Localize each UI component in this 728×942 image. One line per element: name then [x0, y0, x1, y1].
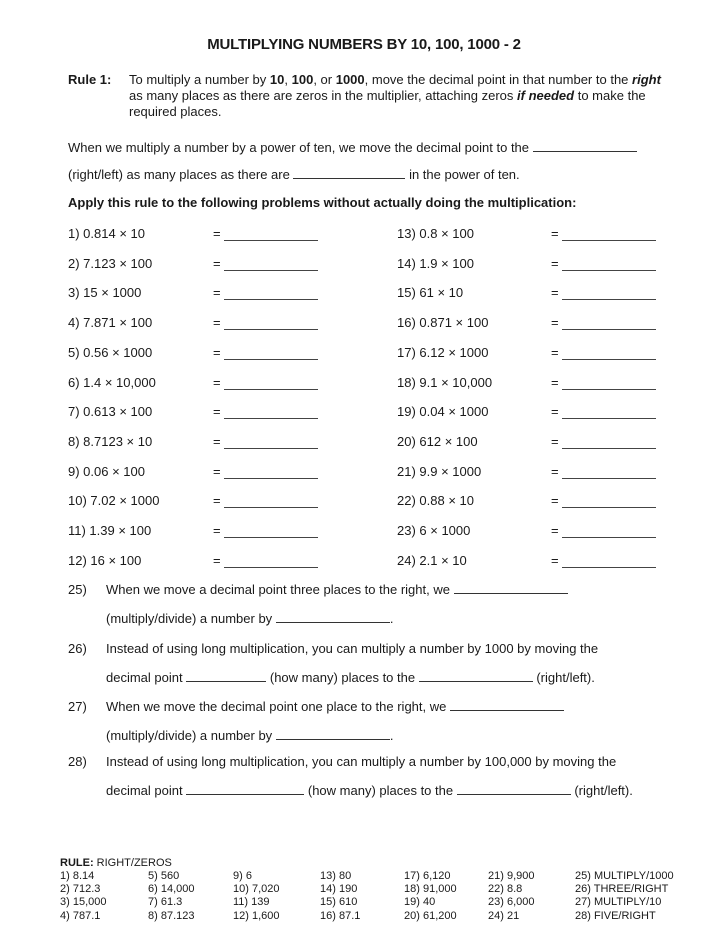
problem-text: 16) 0.871 × 100: [397, 315, 489, 331]
answer-key-item: 21) 9,900: [488, 870, 535, 882]
answer-key-item: 28) FIVE/RIGHT: [575, 909, 656, 922]
answer-key-item: 9) 6: [233, 870, 252, 882]
equals-sign: =: [551, 493, 559, 509]
equals-sign: =: [213, 344, 221, 360]
answer-blank[interactable]: [562, 537, 656, 538]
answer-key-item: 16) 87.1: [320, 909, 361, 922]
answer-key-item: 3) 15,000: [60, 896, 107, 909]
answer-key-item: 11) 139: [233, 896, 270, 909]
answer-blank[interactable]: [186, 793, 304, 795]
answer-key-item: 26) THREE/RIGHT: [575, 883, 669, 896]
question-line-2: decimal point (how many) places to the (right/left).: [106, 670, 595, 685]
answer-blank[interactable]: [224, 418, 318, 419]
answer-blank[interactable]: [562, 478, 656, 479]
answer-blank[interactable]: [562, 567, 656, 568]
answer-key-item: 1) 8.14: [60, 870, 95, 882]
equals-sign: =: [213, 374, 221, 390]
problem-text: 12) 16 × 100: [68, 552, 142, 568]
answer-blank[interactable]: [224, 507, 318, 508]
answer-blank[interactable]: [562, 507, 656, 508]
question-line-1: When we move a decimal point three places to the right, we: [106, 582, 568, 597]
answer-blank[interactable]: [562, 389, 656, 390]
answer-blank[interactable]: [562, 448, 656, 449]
equals-sign: =: [213, 523, 221, 538]
problem-text: 23) 6 × 1000: [397, 523, 471, 538]
answer-blank[interactable]: [224, 478, 318, 479]
answer-blank[interactable]: [224, 329, 318, 330]
problem-text: 4) 7.871 × 100: [68, 315, 153, 331]
answer-key-header: RULE: RIGHT/ZEROS: [60, 857, 172, 869]
answer-blank[interactable]: [224, 240, 318, 241]
answer-key-item: 20) 61,200: [404, 909, 457, 922]
equals-sign: =: [551, 552, 559, 568]
fill-in-line-1: When we multiply a number by a power of ten, we move the decimal point to the: [68, 140, 637, 155]
answer-blank[interactable]: [562, 299, 656, 300]
problem-text: 13) 0.8 × 100: [397, 226, 474, 241]
problem-text: 11) 1.39 × 100: [68, 523, 152, 538]
answer-key-item: 10) 7,020: [233, 883, 280, 896]
answer-blank[interactable]: [562, 329, 656, 330]
answer-key-item: 2) 712.3: [60, 883, 101, 896]
answer-key-item: 22) 8.8: [488, 883, 523, 896]
problem-text: 19) 0.04 × 1000: [397, 404, 489, 420]
answer-blank[interactable]: [224, 448, 318, 449]
answer-key-item: 14) 190: [320, 883, 358, 896]
problem-text: 1) 0.814 × 10: [68, 226, 145, 241]
answer-blank[interactable]: [276, 738, 390, 740]
answer-blank[interactable]: [224, 299, 318, 300]
problem-text: 18) 9.1 × 10,000: [397, 374, 493, 390]
page-title: MULTIPLYING NUMBERS BY 10, 100, 1000 - 2: [207, 36, 521, 53]
problem-text: 2) 7.123 × 100: [68, 255, 153, 271]
answer-blank[interactable]: [450, 709, 564, 711]
rule-label: Rule 1:: [68, 72, 112, 87]
problem-text: 10) 7.02 × 1000: [68, 493, 160, 509]
fill-in-line-2: (right/left) as many places as there are in the power of ten.: [68, 167, 520, 182]
problem-text: 15) 61 × 10: [397, 285, 464, 301]
answer-key-item: 6) 14,000: [148, 883, 195, 896]
rule-text: To multiply a number by 10, 100, or 1000, move the decimal point in that number to the right as many places as there are zeros in the multiplier, attaching zeros if needed to make the required places.: [129, 72, 661, 119]
problem-text: 6) 1.4 × 10,000: [68, 374, 156, 390]
equals-sign: =: [213, 552, 221, 568]
equals-sign: =: [551, 404, 559, 420]
problem-text: 3) 15 × 1000: [68, 285, 142, 301]
equals-sign: =: [551, 285, 559, 301]
answer-key-item: 18) 91,000: [404, 883, 457, 896]
equals-sign: =: [551, 226, 559, 241]
problem-text: 20) 612 × 100: [397, 433, 478, 449]
answer-key-item: 12) 1,600: [233, 909, 280, 922]
equals-sign: =: [551, 433, 559, 449]
answer-blank[interactable]: [224, 270, 318, 271]
answer-key-item: 4) 787.1: [60, 909, 101, 922]
answer-key-item: 17) 6,120: [404, 870, 451, 882]
answer-key-item: 27) MULTIPLY/10: [575, 896, 662, 909]
answer-blank[interactable]: [562, 359, 656, 360]
answer-key-item: 8) 87.123: [148, 909, 195, 922]
question-number: 27): [68, 699, 87, 714]
answer-blank[interactable]: [419, 680, 533, 682]
answer-key-item: 7) 61.3: [148, 896, 183, 909]
answer-blank[interactable]: [562, 270, 656, 271]
answer-blank[interactable]: [224, 359, 318, 360]
problem-text: 7) 0.613 × 100: [68, 404, 153, 420]
answer-blank[interactable]: [454, 592, 568, 594]
problem-text: 8) 8.7123 × 10: [68, 433, 153, 449]
question-number: 26): [68, 641, 87, 656]
answer-key-item: 15) 610: [320, 896, 358, 909]
answer-key-item: 24) 21: [488, 909, 520, 922]
equals-sign: =: [213, 433, 221, 449]
answer-blank[interactable]: [276, 621, 390, 623]
question-line-1: Instead of using long multiplication, you can multiply a number by 100,000 by moving the: [106, 754, 617, 769]
answer-key-item: 5) 560: [148, 870, 180, 882]
blank-direction[interactable]: [533, 150, 637, 152]
equals-sign: =: [213, 463, 221, 479]
equals-sign: =: [213, 404, 221, 420]
answer-key-item: 13) 80: [320, 870, 352, 882]
answer-blank[interactable]: [224, 389, 318, 390]
problem-text: 5) 0.56 × 1000: [68, 344, 153, 360]
answer-blank[interactable]: [562, 240, 656, 241]
question-number: 28): [68, 754, 87, 769]
problem-text: 21) 9.9 × 1000: [397, 463, 482, 479]
answer-key-item: 25) MULTIPLY/1000: [575, 870, 674, 882]
equals-sign: =: [551, 463, 559, 479]
equals-sign: =: [551, 315, 559, 331]
question-line-1: When we move the decimal point one place to the right, we: [106, 699, 564, 714]
answer-blank[interactable]: [224, 537, 318, 538]
equals-sign: =: [551, 344, 559, 360]
answer-key-item: 23) 6,000: [488, 896, 535, 909]
blank-zeros[interactable]: [293, 177, 405, 179]
problem-text: 9) 0.06 × 100: [68, 463, 145, 479]
equals-sign: =: [551, 255, 559, 271]
answer-blank[interactable]: [562, 418, 656, 419]
problem-text: 14) 1.9 × 100: [397, 255, 474, 271]
question-line-1: Instead of using long multiplication, you can multiply a number by 1000 by moving the: [106, 641, 599, 656]
question-line-2: (multiply/divide) a number by .: [106, 611, 394, 626]
equals-sign: =: [551, 523, 559, 538]
equals-sign: =: [213, 493, 221, 509]
problem-text: 22) 0.88 × 10: [397, 493, 474, 509]
answer-key-item: 19) 40: [404, 896, 436, 909]
equals-sign: =: [213, 315, 221, 331]
answer-blank[interactable]: [224, 567, 318, 568]
question-number: 25): [68, 582, 87, 597]
equals-sign: =: [213, 226, 221, 241]
equals-sign: =: [213, 285, 221, 301]
problem-text: 24) 2.1 × 10: [397, 552, 467, 568]
question-line-2: (multiply/divide) a number by .: [106, 728, 394, 743]
answer-blank[interactable]: [457, 793, 571, 795]
question-line-2: decimal point (how many) places to the (right/left).: [106, 783, 633, 798]
equals-sign: =: [213, 255, 221, 271]
answer-blank[interactable]: [186, 680, 266, 682]
instructions: Apply this rule to the following problems without actually doing the multiplication:: [68, 195, 577, 210]
problem-text: 17) 6.12 × 1000: [397, 344, 489, 360]
equals-sign: =: [551, 374, 559, 390]
